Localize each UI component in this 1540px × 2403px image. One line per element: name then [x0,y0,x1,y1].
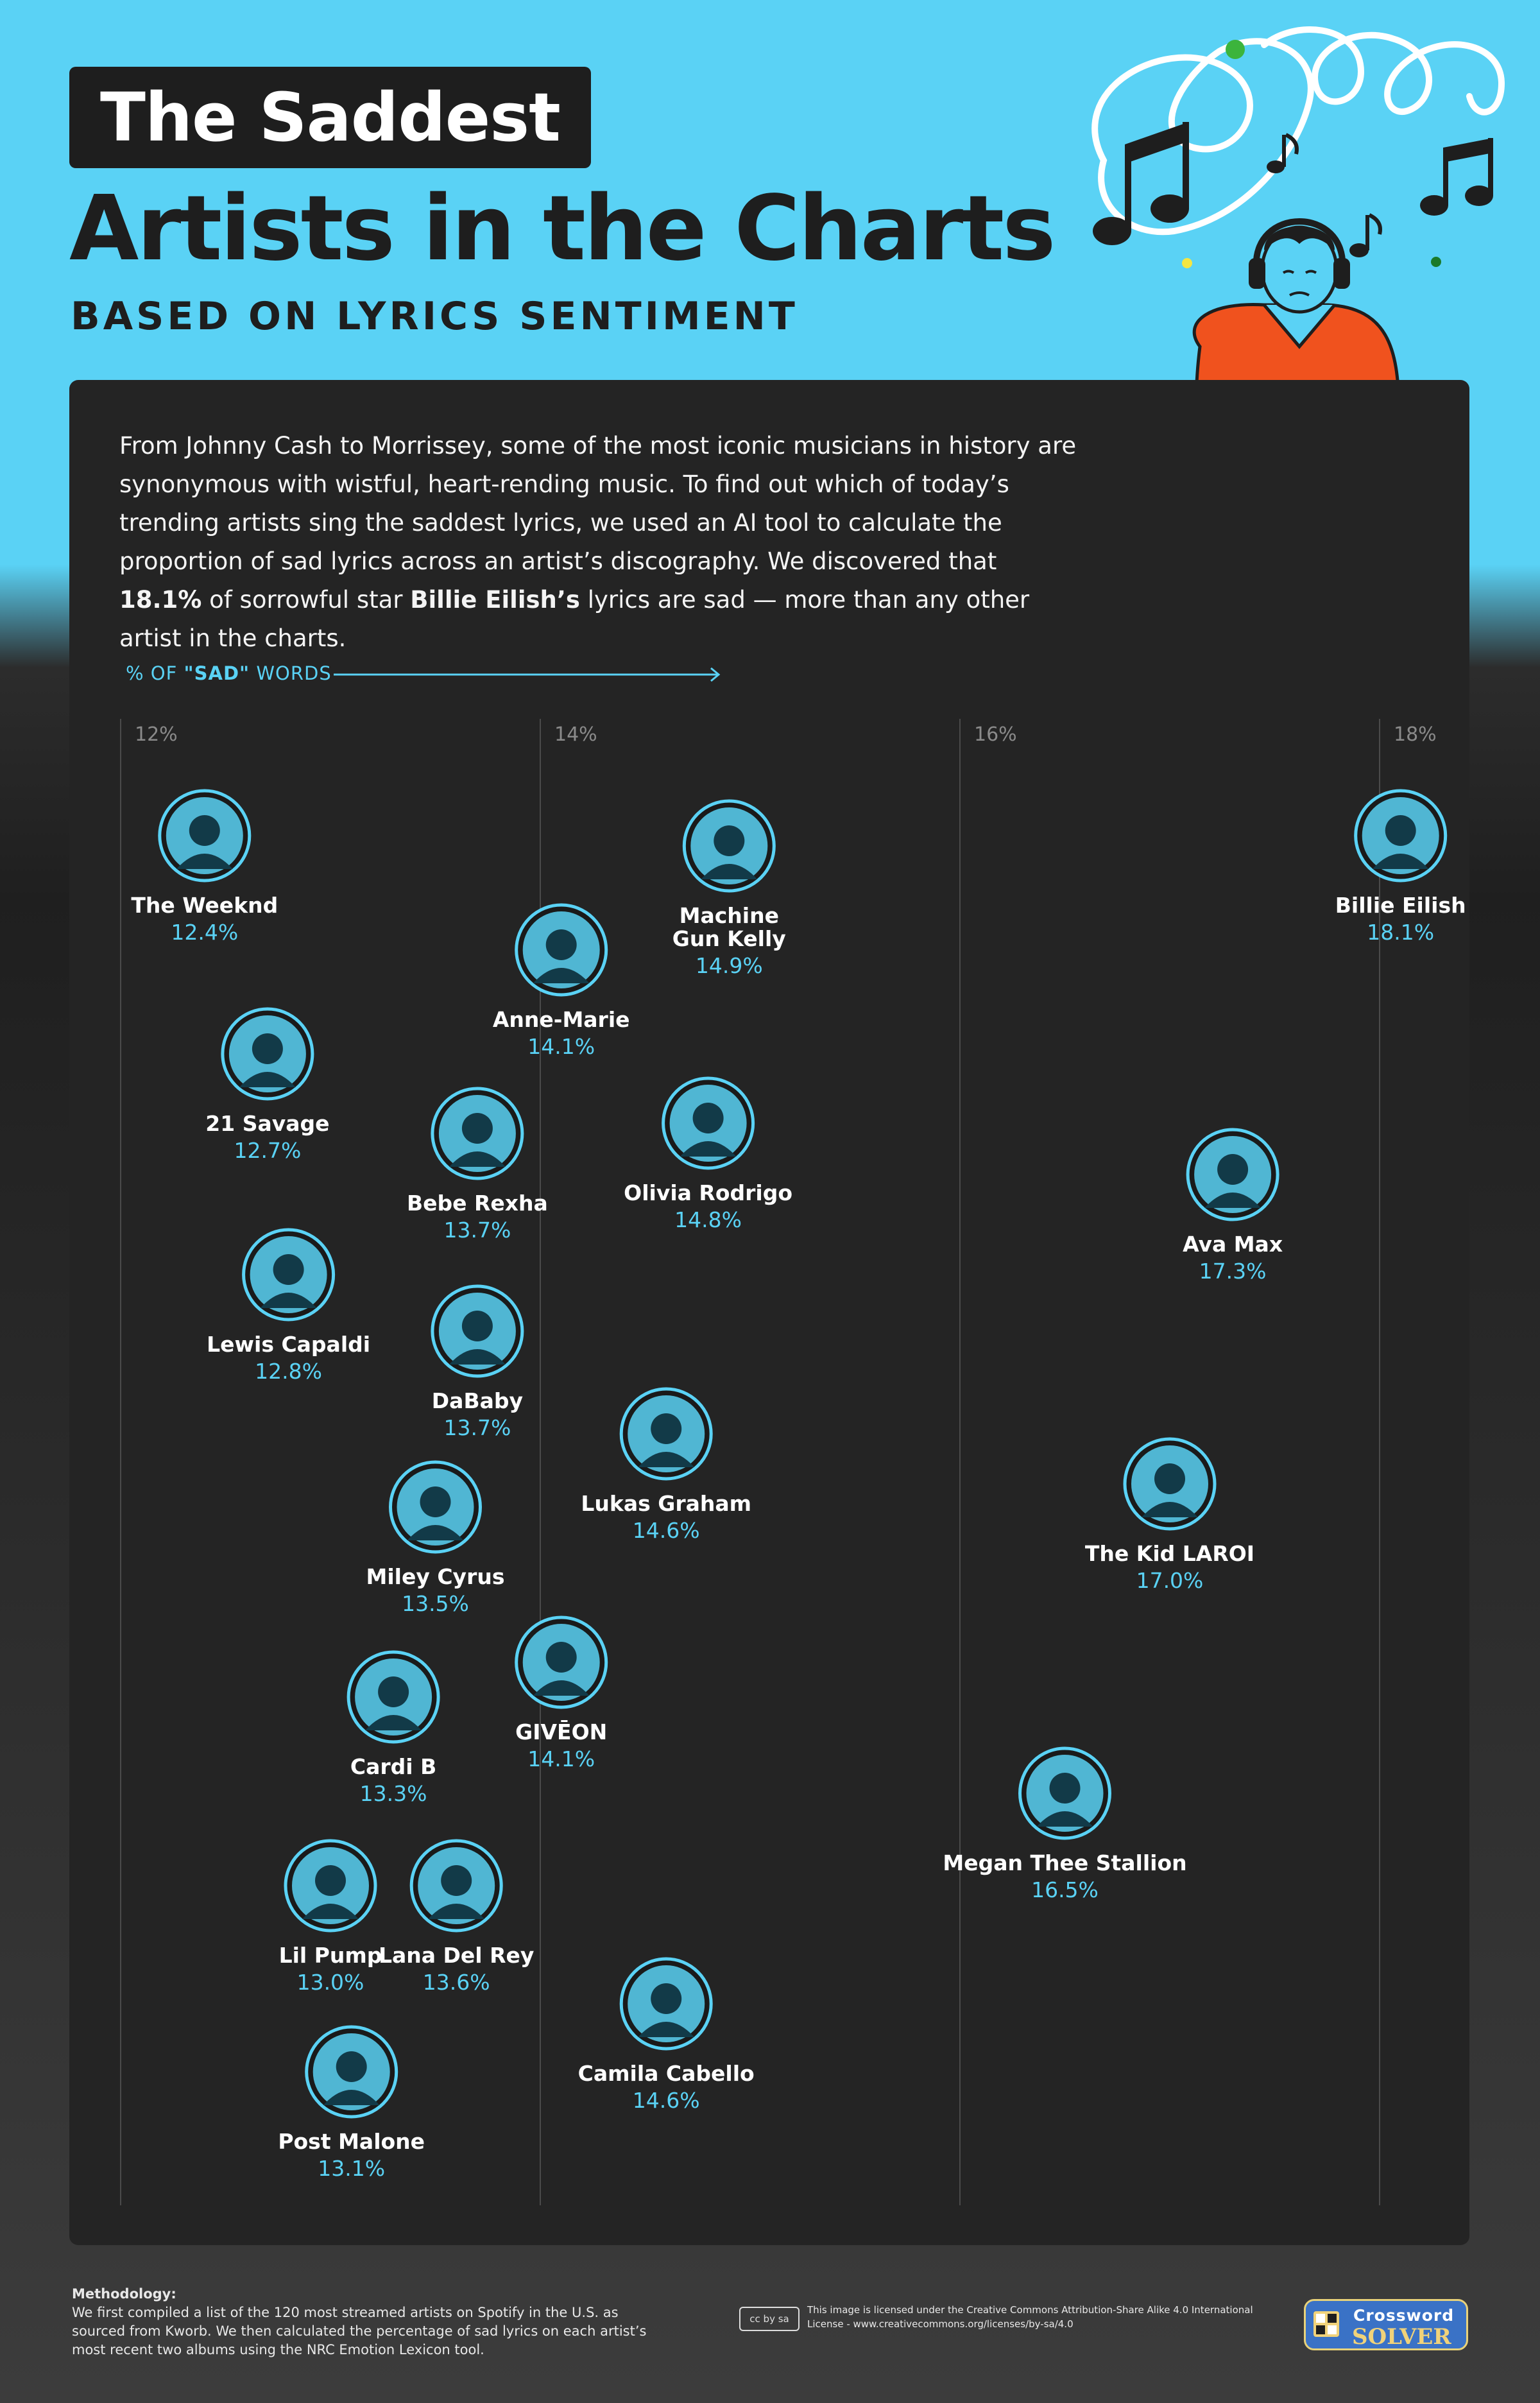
artist-silhouette [336,2051,367,2082]
data-label: 13.7% [443,1218,511,1243]
artist-name: 21 Savage [205,1111,330,1136]
page-title: Artists in the Charts [69,177,1054,281]
data-label: 14.9% [695,953,763,978]
intro-text: From Johnny Cash to Morrissey, some of the most iconic musicians in history are synonymous with wistful, heart-rending music. To find out which of today’s trending artists sing the saddest lyrics, we used an AI tool to calculate the proportion of sad lyrics across an artist’s discography. We discovered that [119,432,1077,575]
artist-point [379,1841,534,1995]
artist-point [581,1389,751,1543]
artist-name: Machine [679,903,779,928]
artist-point [1335,791,1466,945]
artist-point [432,1286,523,1440]
data-label: 13.1% [318,2156,386,2181]
data-label: 14.8% [674,1207,742,1232]
artist-silhouette [252,1033,283,1064]
data-label: 17.3% [1199,1259,1267,1284]
artist-silhouette [441,1865,472,1896]
data-label: 14.1% [527,1034,595,1059]
artist-silhouette [1217,1154,1248,1185]
tick-label: 12% [135,723,178,746]
artist-silhouette [1385,815,1416,846]
page-subtitle: BASED ON LYRICS SENTIMENT [71,294,798,339]
creative-commons-icon: cc by sa [739,2307,800,2331]
artist-silhouette [378,1676,409,1707]
artist-point [207,1230,370,1384]
intro-text: lyrics are sad — more than any other artist in the charts. [119,586,1030,652]
artist-name: Miley Cyrus [366,1564,505,1589]
data-label: 14.6% [632,2088,700,2113]
artist-silhouette [1050,1773,1081,1804]
artist-silhouette [462,1113,493,1144]
artist-name: Gun Kelly [672,926,786,951]
artist-name: Billie Eilish [1335,893,1466,918]
x-axis-label: % OF "SAD" WORDS [126,662,332,684]
data-label: 13.3% [359,1781,427,1806]
data-label: 14.6% [632,1518,700,1543]
artist-name: GIVĒON [515,1719,608,1744]
artist-point [278,2027,425,2181]
artist-name: Anne-Marie [492,1007,630,1032]
intro-highlight-artist: Billie Eilish’s [410,586,580,614]
artist-name: The Weeknd [131,893,278,918]
artist-point [672,801,786,978]
artist-name: Camila Cabello [578,2061,755,2086]
crossword-grid-icon [1313,2311,1339,2337]
artist-name: Lana Del Rey [378,1943,535,1968]
license-text: This image is licensed under the Creative Commons Attribution-Share Alike 4.0 International License - www.creativecommons.org/licenses/by-sa/4.0 [807,2304,1253,2330]
artist-point [493,905,630,1059]
intro-text: of sorrowful star [201,586,411,614]
data-label: 12.4% [171,920,239,945]
tick-label: 14% [554,723,597,746]
artist-point [624,1078,792,1232]
artist-silhouette [462,1311,493,1341]
data-label: 18.1% [1367,920,1435,945]
intro-highlight-value: 18.1% [119,586,202,614]
artist-silhouette [651,1413,681,1444]
artist-name: Megan Thee Stallion [943,1850,1187,1875]
artist-silhouette [546,1642,577,1673]
artist-silhouette [420,1486,451,1517]
data-label: 16.5% [1031,1877,1099,1902]
methodology-text: We first compiled a list of the 120 most streamed artists on Spotify in the U.S. as sourced from Kworb. We then calculated the percentage of sad lyrics on each artist’s most recent two albums using the NRC Emotion Lexicon tool. [72,2305,647,2357]
data-label: 14.1% [527,1746,595,1771]
artist-point [407,1089,548,1243]
artist-silhouette [315,1865,346,1896]
artist-silhouette [714,825,744,856]
data-label: 13.6% [422,1970,490,1995]
artist-silhouette [693,1103,724,1133]
artist-name: Cardi B [350,1754,437,1779]
artist-silhouette [546,929,577,960]
artist-point [205,1009,329,1163]
artist-point [1183,1130,1283,1284]
methodology [72,2285,649,2359]
artist-silhouette [189,815,220,846]
tick-label: 18% [1394,723,1437,746]
tick-label: 16% [974,723,1017,746]
data-label: 12.8% [255,1359,323,1384]
logo-text-bottom: SOLVER [1352,2324,1451,2350]
artist-name: Ava Max [1183,1232,1283,1257]
artist-name: Lukas Graham [581,1491,752,1516]
artist-name: Lil Pump [278,1943,382,1968]
artist-point [515,1617,607,1771]
title-line-1: The Saddest [100,78,560,157]
data-label: 12.7% [234,1138,302,1163]
artist-name: Post Malone [278,2129,425,2154]
artist-name: Olivia Rodrigo [624,1180,793,1205]
artist-name: DaBaby [431,1388,524,1413]
logo-text-top: Crossword [1353,2306,1455,2325]
data-label: 13.0% [296,1970,364,1995]
methodology-heading: Methodology: [72,2286,176,2302]
artist-point [943,1748,1186,1902]
crossword-solver-logo [1304,2299,1468,2350]
artist-silhouette [273,1254,304,1285]
artist-point [279,1841,382,1995]
artist-point [348,1652,438,1806]
data-label: 13.7% [443,1415,511,1440]
artist-name: Bebe Rexha [406,1191,548,1216]
artist-name: Lewis Capaldi [207,1332,371,1357]
artist-point [578,1959,755,2113]
data-label: 17.0% [1136,1568,1204,1593]
artist-name: The Kid LAROI [1084,1541,1255,1566]
artist-silhouette [1154,1463,1185,1494]
artist-silhouette [651,1983,681,2014]
artist-point [366,1462,505,1616]
artist-point [1085,1439,1254,1593]
data-label: 13.5% [402,1591,469,1616]
artist-point [131,791,278,945]
